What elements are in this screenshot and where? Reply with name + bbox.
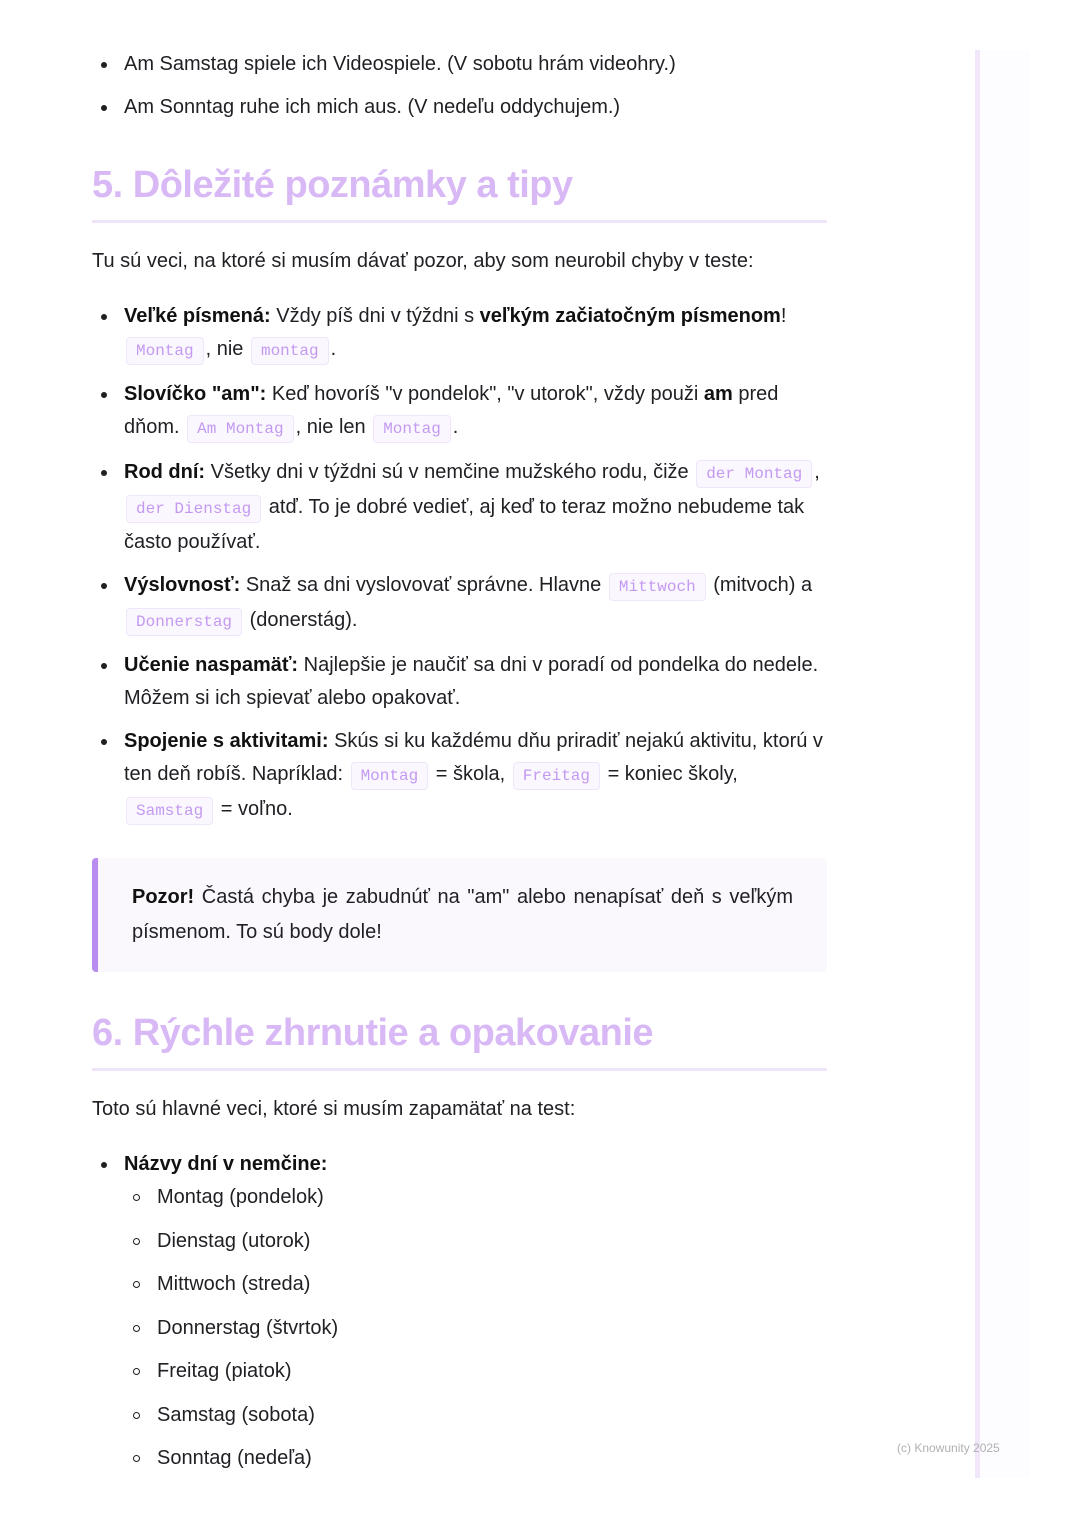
list-item	[92, 725, 827, 828]
inline-code: der Dienstag	[126, 495, 261, 523]
section-6-intro: Toto sú hlavné veci, ktoré si musím zapamätať na test:	[92, 1098, 576, 1120]
text: Keď hovoríš "v pondelok", "v utorok", vždy použi	[266, 383, 704, 405]
group-label: Názvy dní v nemčine:	[124, 1153, 328, 1175]
bold-text: Výslovnosť:	[124, 574, 241, 596]
inline-code: Donnerstag	[126, 608, 242, 636]
day-item: Samstag (sobota)	[124, 1399, 827, 1432]
sidebar-divider	[975, 50, 980, 1478]
inline-code: Am Montag	[187, 415, 293, 443]
list-item	[92, 300, 827, 368]
section-6-heading: 6. Rýchle zhrnutie a opakovanie	[92, 1010, 827, 1071]
summary-list	[92, 1148, 827, 1475]
bold-text: am	[703, 383, 733, 405]
text: , nie len	[295, 416, 372, 438]
day-item: Mittwoch (streda)	[124, 1268, 827, 1301]
list-item	[92, 1148, 827, 1475]
text: Skús si ku každému dňu priradiť nejakú aktivitu, ktorú v ten deň robíš. Napríklad:	[124, 730, 823, 785]
inline-code: Samstag	[126, 797, 213, 825]
inline-code: Montag	[126, 337, 204, 365]
text: Am Sonntag ruhe ich mich aus. (V nedeľu oddychujem.)	[124, 96, 621, 118]
text: ,	[814, 461, 820, 483]
bold-text: veľkým začiatočným písmenom	[479, 305, 781, 327]
day-item: Donnerstag (štvrtok)	[124, 1312, 827, 1345]
text: (donerstág).	[244, 609, 358, 631]
text: atď. To je dobré vedieť, aj keď to teraz možno nebudeme tak často používať.	[124, 496, 805, 553]
callout-text: Častá chyba je zabudnúť na "am" alebo nenapísať deň s veľkým písmenom. To sú body dole!	[132, 886, 793, 943]
inline-code: Freitag	[513, 762, 600, 790]
inline-code: Montag	[351, 762, 429, 790]
text: (mitvoch) a	[707, 574, 813, 596]
list-item	[92, 456, 827, 559]
text: = voľno.	[215, 798, 293, 820]
activity-list	[92, 48, 827, 124]
bold-text: Učenie naspamäť:	[124, 654, 299, 676]
text: .	[452, 416, 459, 438]
list-item	[92, 91, 827, 124]
list-item	[92, 378, 827, 446]
text: pred dňom.	[124, 383, 779, 438]
text: = škola,	[430, 763, 511, 785]
list-item	[92, 569, 827, 639]
text: Am Samstag spiele ich Videospiele. (V sobotu hrám videohry.)	[124, 53, 676, 75]
inline-code: montag	[251, 337, 329, 365]
bold-text: Slovíčko "am":	[124, 383, 267, 405]
text: , nie	[205, 338, 249, 360]
day-item: Sonntag (nedeľa)	[124, 1442, 827, 1475]
text: Všetky dni v týždni sú v nemčine mužského rodu, čiže	[205, 461, 695, 483]
inline-code: Mittwoch	[609, 573, 706, 601]
inline-code: der Montag	[696, 460, 812, 488]
text: = koniec školy,	[602, 763, 738, 785]
warning-callout	[92, 858, 827, 972]
list-item	[92, 649, 827, 715]
tips-list	[92, 300, 827, 828]
day-item: Dienstag (utorok)	[124, 1225, 827, 1258]
text: !	[780, 305, 787, 327]
inline-code: Montag	[373, 415, 451, 443]
day-item: Freitag (piatok)	[124, 1355, 827, 1388]
text: Vždy píš dni v týždni s	[270, 305, 480, 327]
section-5-heading: 5. Dôležité poznámky a tipy	[92, 162, 827, 223]
days-list	[124, 1181, 827, 1475]
bold-text: Rod dní:	[124, 461, 206, 483]
text: Snaž sa dni vyslovovať správne. Hlavne	[240, 574, 607, 596]
copyright-footer: (c) Knowunity 2025	[897, 1441, 1000, 1455]
callout-label: Pozor!	[132, 886, 195, 908]
document-content	[92, 48, 827, 1486]
bold-text: Veľké písmená:	[124, 305, 271, 327]
text: Najlepšie je naučiť sa dni v poradí od pondelka do nedele. Môžem si ich spievať alebo opakovať.	[124, 654, 819, 709]
text: .	[330, 338, 337, 360]
day-item: Montag (pondelok)	[124, 1181, 827, 1214]
bold-text: Spojenie s aktivitami:	[124, 730, 329, 752]
list-item	[92, 48, 827, 81]
section-5-intro: Tu sú veci, na ktoré si musím dávať pozor, aby som neurobil chyby v teste:	[92, 250, 754, 272]
sidebar-panel	[980, 50, 1030, 1478]
